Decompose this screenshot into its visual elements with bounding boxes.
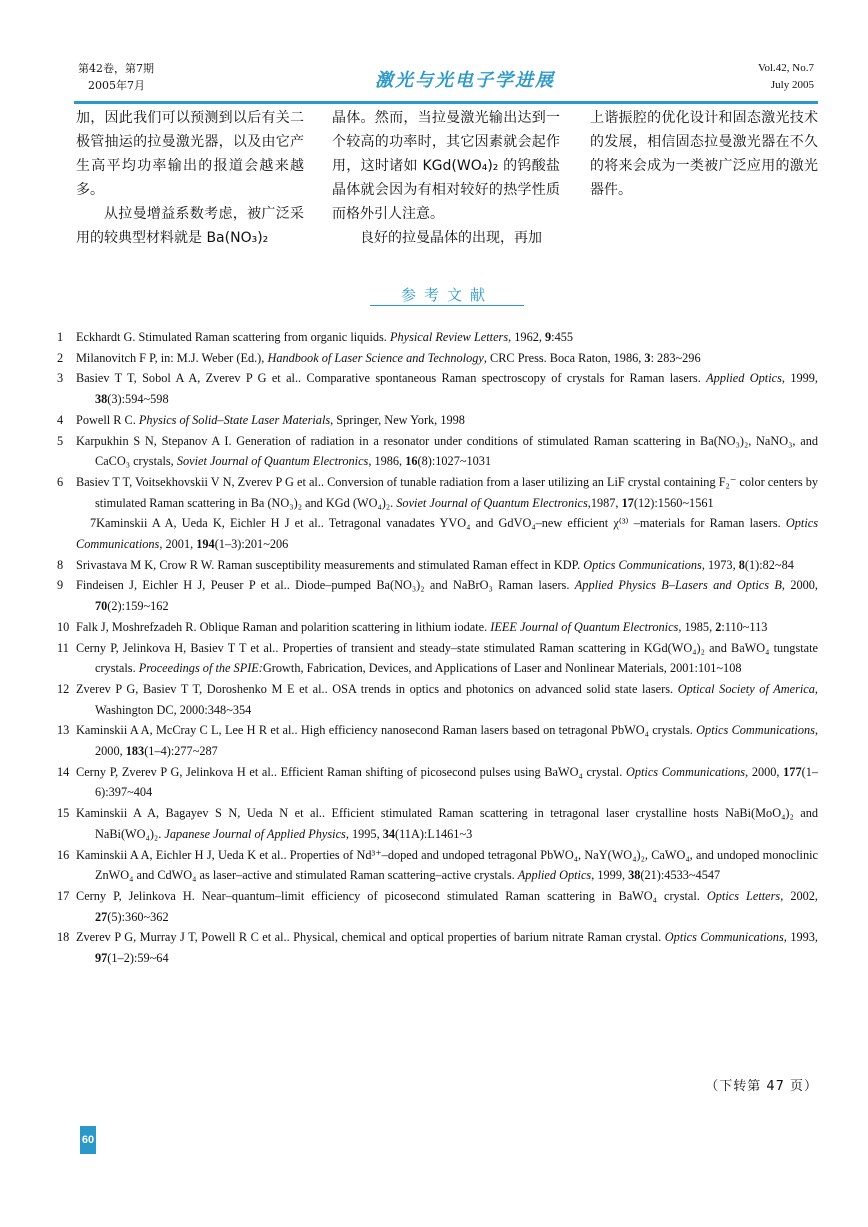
reference-item: 11Cerny P, Jelinkova H, Basiev T T et al.. Properties of transient and steady–state stimulated Raman scattering in KGd(WO₄)₂ and BaWO₄ tungstate crystals. Proceedings of the SPIE:Growth, Fabrication, Devices, and Applications of Laser and Nonlinear Materials, 2001:101~108 xyxy=(57,640,818,676)
reference-authors-title: Powell R C. xyxy=(76,412,139,427)
reference-journal: Applied Optics xyxy=(706,371,782,386)
reference-pages: (1):82~84 xyxy=(744,557,794,572)
reference-pages: (1–3):201~206 xyxy=(214,537,289,552)
reference-journal: Optical Society of America xyxy=(677,681,815,696)
reference-volume: 97 xyxy=(95,951,108,966)
reference-pages: (5):360~362 xyxy=(107,909,169,924)
paragraph: 上谐振腔的优化设计和固态激光技术的发展，相信固态拉曼激光器在不久的将来会成为一类被广泛应用的激光器件。 xyxy=(590,110,818,198)
reference-authors-title: Karpukhin S N, Stepanov A I. Generation of radiation in a resonator under conditions of stimulated Raman scattering in Ba(NO₃)₂, NaNO₃, and CaCO₃ crystals, xyxy=(76,433,818,469)
reference-pages: (8):1027~1031 xyxy=(417,454,492,469)
reference-authors-title: Srivastava M K, Crow R W. Raman susceptibility measurements and stimulated Raman effect in KDP. xyxy=(76,557,584,572)
reference-item: 12Zverev P G, Basiev T T, Doroshenko M E et al.. OSA trends in optics and photonics on advanced solid state lasers. Optical Society of America, Washington DC, 2000:348~354 xyxy=(57,681,818,717)
reference-year: , 2001, xyxy=(159,537,197,552)
header-date-en: July 2005 xyxy=(770,79,814,91)
reference-authors-title: Kaminskii A A, McCray C L, Lee H R et al.. High efficiency nanosecond Raman lasers based on tetragonal PbWO₄ crystals. xyxy=(76,723,697,738)
reference-journal: Optics Communications xyxy=(664,930,784,945)
reference-authors-title: Cerny P, Jelinkova H. Near–quantum–limit efficiency of picosecond stimulated Raman scattering in BaWO₄ crystal. xyxy=(76,888,707,903)
reference-authors-title: Zverev P G, Murray J T, Powell R C et al.. Physical, chemical and optical properties of barium nitrate Raman crystal. xyxy=(76,930,665,945)
reference-journal: Proceedings of the SPIE: xyxy=(138,661,263,676)
reference-pages: :110~113 xyxy=(721,619,768,634)
paragraph: 晶体。然而，当拉曼激光输出达到一个较高的功率时，其它因素就会起作用，这时诸如 KGd(WO₄)₂ 的钨酸盐晶体就会因为有相对较好的热学性质而格外引人注意。 xyxy=(332,110,560,222)
reference-item: 9Findeisen J, Eichler H J, Peuser P et al.. Diode–pumped Ba(NO₃)₂ and NaBrO₃ Raman lasers. Applied Physics B–Lasers and Optics B, 2000, 70(2):159~162 xyxy=(57,578,818,614)
reference-pages: (11A):L1461~3 xyxy=(395,826,473,841)
reference-year: , 1995, xyxy=(345,826,383,841)
reference-journal: Japanese Journal of Applied Physics xyxy=(164,826,346,841)
reference-journal: Optics Communications xyxy=(696,723,815,738)
header-volume-en: Vol.42, No.7 xyxy=(757,62,814,74)
reference-journal: Optics Communications xyxy=(76,516,818,552)
reference-year: , 1973, xyxy=(701,557,739,572)
reference-authors-title: Milanovitch F P, in: M.J. Weber (Ed.), xyxy=(76,350,268,365)
reference-authors-title: Kaminskii A A, Ueda K, Eichler H J et al.. Tetragonal vanadates YVO₄ and GdVO₄–new efficient χ⁽³⁾ –materials for Raman lasers. xyxy=(96,516,786,531)
reference-volume: 9 xyxy=(545,330,552,344)
reference-journal: Physics of Solid–State Laser Materials xyxy=(138,412,331,427)
reference-authors-title: Falk J, Moshrefzadeh R. Oblique Raman and polarition scattering in lithium iodate. xyxy=(76,619,491,634)
reference-item xyxy=(76,513,818,554)
reference-journal: Applied Physics B–Lasers and Optics B xyxy=(574,578,782,593)
reference-pages: :455 xyxy=(551,330,574,344)
reference-journal: Optics Communications xyxy=(583,557,702,572)
reference-volume: 16 xyxy=(405,454,418,469)
references-heading: 参考文献 xyxy=(400,286,493,304)
reference-year: , CRC Press. Boca Raton, 1986, xyxy=(483,350,645,365)
reference-authors-title: Cerny P, Jelinkova H, Basiev T T et al.. Properties of transient and steady–state stimulated Raman scattering in KGd(WO₄)₂ and BaWO₄ tungstate crystals. xyxy=(76,640,818,676)
reference-item: 6Basiev T T, Voitsekhovskii V N, Zverev P G et al.. Conversion of tunable radiation from a laser utilizing an LiF crystal containing F₂⁻ color centers by stimulated Raman scattering in Ba (NO₃)₂ and KGd (WO₄)₂. Soviet Journal of Quantum Electronics,1987, 17(12):1560~1561 xyxy=(57,474,818,510)
paragraph: 良好的拉曼晶体的出现，再加 xyxy=(360,230,542,246)
reference-authors-title: Cerny P, Zverev P G, Jelinkova H et al.. Efficient Raman shifting of picosecond pulses using BaWO₄ crystal. xyxy=(76,764,626,779)
reference-volume: 2 xyxy=(715,619,722,634)
reference-year: , 1962, xyxy=(508,330,546,344)
continued-note: （下转第 47 页） xyxy=(705,1079,818,1094)
reference-year: , Washington DC, 2000:348~354 xyxy=(95,681,818,717)
reference-year: , 1986, xyxy=(368,454,406,469)
reference-pages: (2):159~162 xyxy=(107,599,169,614)
reference-item: 10Falk J, Moshrefzadeh R. Oblique Raman and polarition scattering in lithium iodate. IEEE Journal of Quantum Electronics, 1985, 2:110~113 xyxy=(57,619,768,634)
header-date: 2005年7月 xyxy=(88,79,145,92)
reference-item: 8Srivastava M K, Crow R W. Raman susceptibility measurements and stimulated Raman effect in KDP. Optics Communications, 1973, 8(1):82~84 xyxy=(57,557,794,572)
reference-volume: 70 xyxy=(95,599,108,614)
reference-journal: Handbook of Laser Science and Technology xyxy=(267,350,484,365)
reference-year: , 2000, xyxy=(95,723,819,759)
reference-volume: 17 xyxy=(621,495,634,510)
reference-item: 13Kaminskii A A, McCray C L, Lee H R et al.. High efficiency nanosecond Raman lasers based on tetragonal PbWO₄ crystals. Optics Communications, 2000, 183(1–4):277~287 xyxy=(57,723,819,759)
reference-authors-title: Kaminskii A A, Eichler H J, Ueda K et al.. Properties of Nd³⁺–doped and undoped tetragonal PbWO₄, NaY(WO₄)₂, CaWO₄, and undoped monoclinic ZnWO₄ and CdWO₄ as laser–active and stimulated Raman scattering–active crystals. xyxy=(76,847,818,883)
reference-journal: Applied Optics xyxy=(517,868,592,883)
reference-journal: Physical Review Letters xyxy=(389,330,509,344)
reference-item: 2Milanovitch F P, in: M.J. Weber (Ed.), Handbook of Laser Science and Technology, CRC Press. Boca Raton, 1986, 3: 283~296 xyxy=(57,350,701,365)
reference-year: , 1985, xyxy=(678,619,716,634)
reference-pages: (1–4):277~287 xyxy=(144,744,218,759)
reference-item: 1Eckhardt G. Stimulated Raman scattering from organic liquids. Physical Review Letters, 1962, 9:455 xyxy=(57,330,574,344)
reference-volume: 34 xyxy=(382,826,396,841)
reference-journal: Optics Letters xyxy=(706,888,781,903)
reference-volume: 38 xyxy=(95,392,108,407)
reference-journal: Optics Communications xyxy=(625,764,746,779)
reference-authors-title: Eckhardt G. Stimulated Raman scattering from organic liquids. xyxy=(76,330,390,344)
reference-volume: 3 xyxy=(644,350,651,365)
reference-volume: 194 xyxy=(196,537,215,552)
reference-list xyxy=(57,327,819,969)
reference-volume: 27 xyxy=(95,909,108,924)
reference-year: Growth, Fabrication, Devices, and Applications of Laser and Nonlinear Materials, 2001:101~108 xyxy=(262,661,742,676)
reference-pages: : 283~296 xyxy=(650,350,701,365)
reference-authors-title: Basiev T T, Sobol A A, Zverev P G et al.. Comparative spontaneous Raman spectroscopy of crystals for Raman lasers. xyxy=(76,371,707,386)
references-heading-rule xyxy=(370,305,524,306)
header-rule xyxy=(74,101,818,104)
body-column-1 xyxy=(76,106,304,250)
reference-item: 15Kaminskii A A, Bagayev S N, Ueda N et al.. Efficient stimulated Raman scattering in tetragonal laser crystalline hosts NaBi(MoO₄)₂ and NaBi(WO₄)₂. Japanese Journal of Applied Physics, 1995, 34(11A):L1461~3 xyxy=(57,806,818,841)
reference-item: 16Kaminskii A A, Eichler H J, Ueda K et al.. Properties of Nd³⁺–doped and undoped tetragonal PbWO₄, NaY(WO₄)₂, CaWO₄, and undoped monoclinic ZnWO₄ and CdWO₄ as laser–active and stimulated Raman scattering–active crystals. Applied Optics, 1999, 38(21):4533~4547 xyxy=(57,847,818,883)
reference-year: , Springer, New York, 1998 xyxy=(330,412,465,427)
reference-item: 5Karpukhin S N, Stepanov A I. Generation of radiation in a resonator under conditions of stimulated Raman scattering in Ba(NO₃)₂, NaNO₃, and CaCO₃ crystals, Soviet Journal of Quantum Electronics, 1986, 16(8):1027~1031 xyxy=(57,433,818,469)
reference-year: , 2000, xyxy=(745,764,784,779)
reference-volume: 8 xyxy=(738,557,745,572)
reference-year: ,1987, xyxy=(587,495,622,510)
reference-pages: (1–2):59~64 xyxy=(107,951,169,966)
reference-journal: IEEE Journal of Quantum Electronics xyxy=(490,619,679,634)
reference-pages: (1–6):397~404 xyxy=(95,764,819,800)
reference-volume: 177 xyxy=(783,764,802,779)
reference-item: 3Basiev T T, Sobol A A, Zverev P G et al.. Comparative spontaneous Raman spectroscopy of crystals for Raman lasers. Applied Optics, 1999, 38(3):594~598 xyxy=(57,371,818,407)
reference-authors-title: Zverev P G, Basiev T T, Doroshenko M E et al.. OSA trends in optics and photonics on advanced solid state lasers. xyxy=(76,681,678,696)
reference-item: 18Zverev P G, Murray J T, Powell R C et al.. Physical, chemical and optical properties of barium nitrate Raman crystal. Optics Communications, 1993, 97(1–2):59~64 xyxy=(57,930,818,966)
paragraph: 从拉曼增益系数考虑，被广泛采用的较典型材料就是 Ba(NO₃)₂ xyxy=(76,206,304,246)
reference-year: , 1999, xyxy=(591,868,629,883)
reference-pages: (3):594~598 xyxy=(107,392,169,407)
reference-volume: 38 xyxy=(628,868,641,883)
reference-authors-title: Findeisen J, Eichler H J, Peuser P et al.. Diode–pumped Ba(NO₃)₂ and NaBrO₃ Raman lasers. xyxy=(76,578,575,593)
reference-volume: 183 xyxy=(125,744,145,759)
reference-year: , 1999, xyxy=(781,371,818,386)
reference-year: , 2002, xyxy=(780,888,818,903)
body-column-2 xyxy=(332,106,560,250)
reference-journal: Soviet Journal of Quantum Electronics xyxy=(396,495,588,510)
reference-pages: (12):1560~1561 xyxy=(633,495,714,510)
header-volume: 第42卷，第7期 xyxy=(78,62,154,75)
reference-item: 17Cerny P, Jelinkova H. Near–quantum–limit efficiency of picosecond stimulated Raman scattering in BaWO₄ crystal. Optics Letters, 2002, 27(5):360~362 xyxy=(57,888,818,924)
reference-item: 14Cerny P, Zverev P G, Jelinkova H et al.. Efficient Raman shifting of picosecond pulses using BaWO₄ crystal. Optics Communications, 2000, 177(1–6):397~404 xyxy=(57,764,819,800)
reference-year: , 2000, xyxy=(781,578,818,593)
reference-authors-title: Basiev T T, Voitsekhovskii V N, Zverev P G et al.. Conversion of tunable radiation from a laser utilizing an LiF crystal containing F₂⁻ color centers by stimulated Raman scattering in Ba (NO₃)₂ and KGd (WO₄)₂. xyxy=(76,474,818,510)
page-number: 60 xyxy=(80,1126,96,1154)
journal-title: 激光与光电子学进展 xyxy=(375,70,555,91)
paragraph: 加，因此我们可以预测到以后有关二极管抽运的拉曼激光器，以及由它产生高平均功率输出的报道会越来越多。 xyxy=(76,110,304,198)
reference-authors-title: Kaminskii A A, Bagayev S N, Ueda N et al.. Efficient stimulated Raman scattering in tetragonal laser crystalline hosts NaBi(MoO₄)₂ and NaBi(WO₄)₂. xyxy=(76,806,818,841)
reference-item: 4Powell R C. Physics of Solid–State Laser Materials, Springer, New York, 1998 xyxy=(57,412,465,427)
header-issue-en xyxy=(758,60,814,94)
reference-pages: (21):4533~4547 xyxy=(640,868,721,883)
body-column-3 xyxy=(590,106,818,202)
reference-journal: Soviet Journal of Quantum Electronics xyxy=(176,454,369,469)
reference-year: , 1993, xyxy=(783,930,818,945)
reference-number: 7 xyxy=(90,516,97,531)
header-issue xyxy=(78,60,154,94)
